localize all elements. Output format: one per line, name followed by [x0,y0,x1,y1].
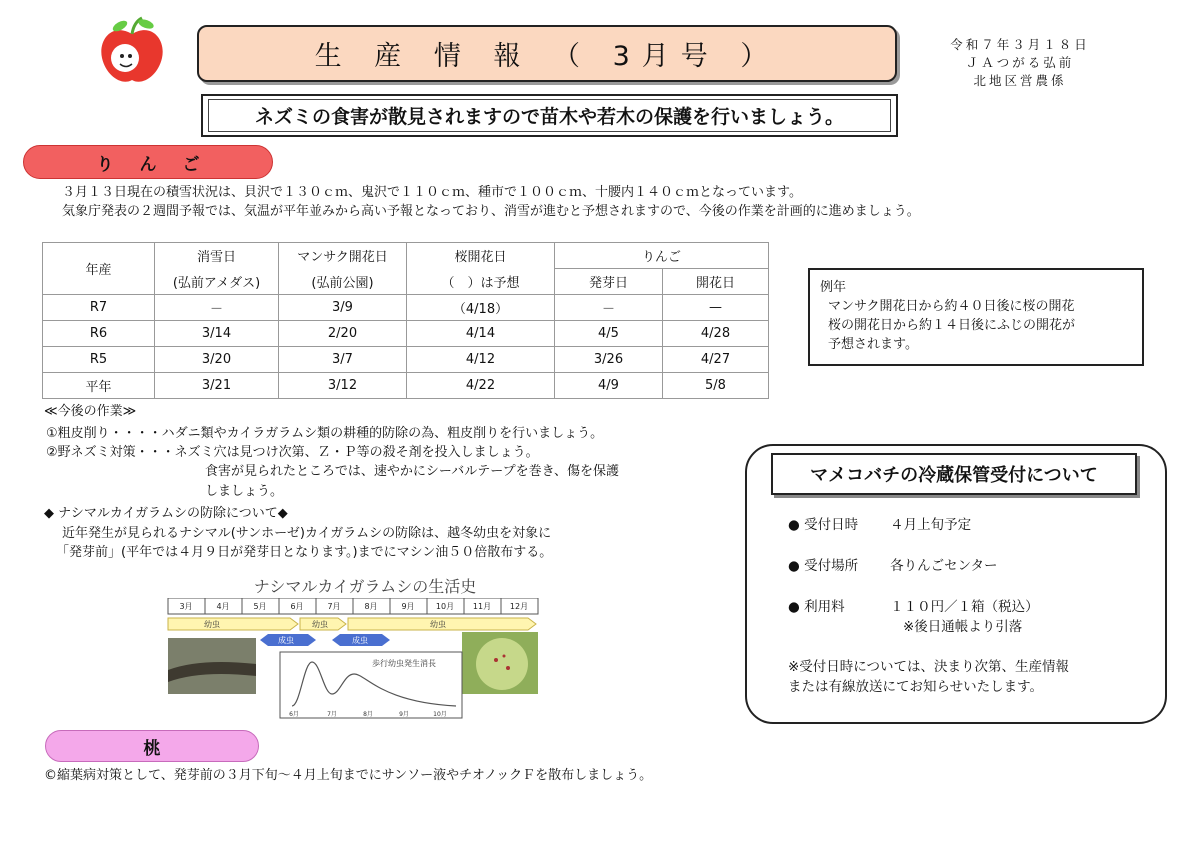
month-label: 3月 [179,602,193,611]
lifecycle-title: ナシマルカイガラムシの生活史 [253,577,477,596]
phenology-table [42,242,769,399]
cell-year: 平年 [43,373,155,399]
cell-snow: 3/21 [155,373,279,399]
typical-year-note [808,268,1144,366]
month-label: 4月 [216,602,230,611]
reception-date-row: ● 受付日時 ４月上旬予定 [788,517,972,533]
diamond-icon: ◆ [277,506,288,521]
cell-mansaku: 2/20 [279,321,407,347]
stage-label: 幼虫 [430,620,446,629]
apple-section-label: りんご [23,145,273,179]
month-label: 7月 [327,602,341,611]
note-line: マンサク開花日から約４０日後に桜の開花 [828,299,1075,314]
lifecycle-diagram [160,598,540,720]
note-line: 桜の開花日から約１４日後にふじの開花が [828,318,1076,333]
headline-banner [201,94,898,137]
header-apple: りんご [555,243,769,269]
month-label: 5月 [253,602,267,611]
cell-bloom: 4/28 [663,321,769,347]
month-label: 9月 [401,602,415,611]
peach-section-label: 桃 [45,730,259,762]
cell-mansaku: 3/9 [279,295,407,321]
table-row [43,295,769,321]
graph-label: 歩行幼虫発生消長 [372,659,436,668]
bullet-icon: ● [788,599,800,615]
header-snow: 消雪日 [155,243,279,269]
snow-status-text: ３月１３日現在の積雪状況は、貝沢で１３０ｃｍ、鬼沢で１１０ｃｍ、種市で１００ｃｍ、十腰内１４０ｃｍとなっています。 [62,185,802,200]
work-item-mouse: ②野ネズミ対策・・・ネズミ穴は見つけ次第、Ｚ・Ｐ等の殺そ剤を投入しましょう。 [46,445,539,460]
work-item-mouse-cont: しましょう。 [205,484,284,499]
cell-bloom: — [663,295,769,321]
cell-bud: 4/5 [555,321,663,347]
fee-row: ● 利用料 １１０円／１箱（税込） [788,599,1039,615]
cell-year: R6 [43,321,155,347]
nashi-heading: ◆ ナシマルカイガラムシの防除について◆ [44,506,288,521]
cell-year: R5 [43,347,155,373]
stage-label: 幼虫 [204,620,220,629]
stage-label: 成虫 [352,636,368,645]
work-item-bark: ①粗皮削り・・・・ハダニ類やカイラガラムシ類の耕種的防除の為、粗皮削りを行いましょう。 [46,426,604,441]
issue-date: 令和７年３月１８日 [950,37,1090,52]
cell-mansaku: 3/7 [279,347,407,373]
graph-month: 8月 [363,711,373,718]
header-mansaku: マンサク開花日 [279,243,407,269]
cell-bloom: 5/8 [663,373,769,399]
table-row [43,321,769,347]
graph-month: 7月 [327,711,337,718]
mameko-note: または有線放送にてお知らせいたします。 [788,679,1044,695]
header-snow-sub: (弘前アメダス) [155,269,279,295]
header-sakura-sub: （ ）は予想 [407,269,555,295]
table-row [43,373,769,399]
graph-month: 10月 [433,711,447,718]
cell-year: R7 [43,295,155,321]
mameko-note: ※受付日時については、決まり次第、生産情報 [788,659,1070,675]
page-title: 生 産 情 報 （ 3月号 ） [197,25,897,82]
cell-snow: 3/20 [155,347,279,373]
cell-sakura: （4/18） [407,295,555,321]
ja-logo [92,14,172,90]
header-bloom: 開花日 [663,269,769,295]
mameko-title: マメコバチの冷蔵保管受付について [771,453,1137,495]
header-mansaku-sub: (弘前公園) [279,269,407,295]
cell-snow: 3/14 [155,321,279,347]
stage-label: 幼虫 [312,620,328,629]
nashi-text: 「発芽前」(平年では４月９日が発芽日となります。)までにマシン油５０倍散布する。 [56,545,553,560]
headline-text: ネズミの食害が散見されますので苗木や若木の保護を行いましょう。 [254,106,844,128]
cell-sakura: 4/14 [407,321,555,347]
organization: ＪＡつがる弘前 [965,55,1075,70]
month-label: 11月 [472,602,492,611]
note-title: 例年 [820,280,847,295]
reception-place-row: ● 受付場所 各りんごセンター [788,558,998,574]
note-line: 予想されます。 [828,337,918,352]
header-bud: 発芽日 [555,269,663,295]
graph-month: 9月 [399,711,409,718]
cell-mansaku: 3/12 [279,373,407,399]
graph-month: 6月 [289,711,299,718]
forecast-text: 気象庁発表の２週間予報では、気温が平年並みから高い予報となっており、消雪が進むと予想されますので、今後の作業を計画的に進めましょう。 [62,204,920,219]
table-row [43,347,769,373]
month-label: 8月 [364,602,378,611]
cell-bud: 3/26 [555,347,663,373]
bullet-icon: ● [788,517,800,533]
office: 北地区営農係 [973,73,1067,88]
header-sakura: 桜開花日 [407,243,555,269]
work-heading: ≪今後の作業≫ [44,404,137,419]
nashi-text: 近年発生が見られるナシマル(サンホーゼ)カイガラムシの防除は、越冬幼虫を対象に [62,526,552,541]
month-label: 6月 [290,602,304,611]
cell-bud: 4/9 [555,373,663,399]
cell-sakura: 4/22 [407,373,555,399]
header-year: 年産 [43,243,155,295]
cell-sakura: 4/12 [407,347,555,373]
cell-bud: － [555,295,663,321]
fee-note: ※後日通帳より引落 [903,619,1023,635]
issue-info [940,36,1100,90]
month-label: 10月 [435,602,455,611]
diamond-icon: ◆ [44,506,54,521]
month-label: 12月 [509,602,529,611]
cell-bloom: 4/27 [663,347,769,373]
bullet-icon: ● [788,558,800,574]
peach-text: ©縮葉病対策として、発芽前の３月下旬～４月上旬までにサンソー液やチオノックＦを散布しましょう。 [44,768,653,783]
stage-label: 成虫 [278,636,294,645]
work-item-mouse-cont: 食害が見られたところでは、速やかにシーバルテープを巻き、傷を保護 [205,464,620,479]
cell-snow: － [155,295,279,321]
